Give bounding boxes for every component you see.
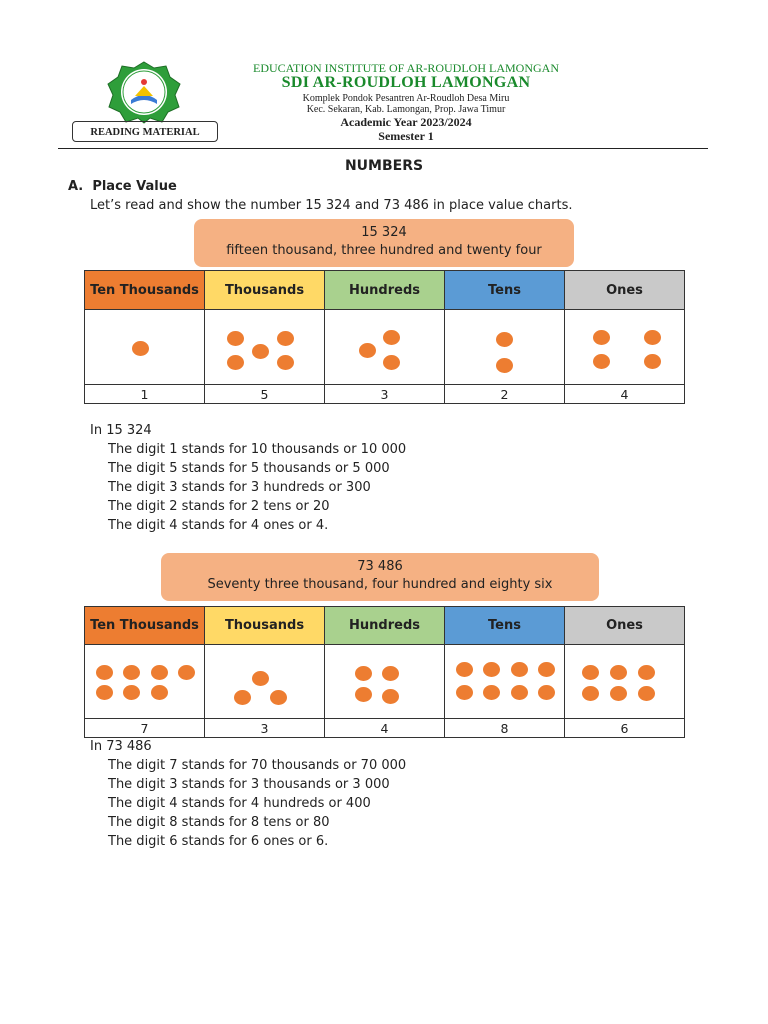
explanation-1 [90, 421, 406, 535]
counter-dot [638, 665, 655, 680]
section-heading [68, 179, 177, 194]
digit-cell: 8 [445, 719, 565, 738]
explanation-line: The digit 3 stands for 3 hundreds or 300 [108, 480, 371, 495]
counter-dot [123, 665, 140, 680]
explanation-line: The digit 4 stands for 4 ones or 4. [108, 518, 329, 533]
counter-dot [483, 662, 500, 677]
explanation-intro: In 15 324 [90, 423, 152, 438]
school-logo [104, 60, 184, 124]
explanation-line: The digit 1 stands for 10 thousands or 10 000 [108, 442, 407, 457]
page-title: NUMBERS [344, 158, 424, 174]
counter-dot [456, 685, 473, 700]
column-header-ones: Ones [565, 607, 685, 645]
place-value-chart-2 [84, 606, 685, 738]
number-box-1 [194, 219, 574, 267]
address-line-1: Komplek Pondok Pesantren Ar-Roudloh Desa Miru [302, 93, 510, 104]
counter-dot [382, 689, 399, 704]
explanation-line: The digit 8 stands for 8 tens or 80 [108, 815, 330, 830]
explanation-intro: In 73 486 [90, 739, 152, 754]
counter-dot [252, 344, 269, 359]
dots-cell [565, 645, 685, 719]
digit-cell: 4 [565, 385, 685, 404]
counter-dot [610, 686, 627, 701]
number-value: 15 324 [361, 225, 407, 240]
counter-dot [277, 331, 294, 346]
counter-dot [638, 686, 655, 701]
counter-dot [456, 662, 473, 677]
digit-cell: 2 [445, 385, 565, 404]
column-header-ones: Ones [565, 271, 685, 310]
counter-dot [227, 331, 244, 346]
dots-cell [85, 310, 205, 385]
counter-dot [610, 665, 627, 680]
semester: Semester 1 [378, 129, 434, 143]
dots-cell [325, 310, 445, 385]
counter-dot [383, 355, 400, 370]
counter-dot [483, 685, 500, 700]
explanation-line: The digit 5 stands for 5 thousands or 5 000 [108, 461, 390, 476]
section-title: Place Value [92, 179, 177, 194]
counter-dot [582, 686, 599, 701]
digit-cell: 3 [325, 385, 445, 404]
school-name: SDI AR-ROUDLOH LAMONGAN [281, 74, 531, 91]
dots-cell [445, 310, 565, 385]
explanation-line: The digit 4 stands for 4 hundreds or 400 [108, 796, 371, 811]
column-header-tens: Tens [445, 607, 565, 645]
digit-cell: 6 [565, 719, 685, 738]
reading-material-label: READING MATERIAL [72, 121, 218, 142]
number-value: 73 486 [357, 559, 403, 574]
counter-dot [151, 665, 168, 680]
dots-cell [85, 645, 205, 719]
explanation-line: The digit 6 stands for 6 ones or 6. [108, 834, 329, 849]
counter-dot [96, 665, 113, 680]
counter-dot [496, 358, 513, 373]
explanation-2 [90, 737, 406, 851]
column-header-thousands: Thousands [205, 271, 325, 310]
number-words: Seventy three thousand, four hundred and eighty six [207, 577, 553, 592]
counter-dot [644, 354, 661, 369]
dots-cell [205, 645, 325, 719]
digit-cell: 7 [85, 719, 205, 738]
digit-cell: 5 [205, 385, 325, 404]
dots-cell [565, 310, 685, 385]
section-letter: A. [68, 179, 84, 194]
counter-dot [496, 332, 513, 347]
counter-dot [123, 685, 140, 700]
counter-dot [270, 690, 287, 705]
column-header-ten-thousands: Ten Thousands [85, 271, 205, 310]
column-header-tens: Tens [445, 271, 565, 310]
number-words: fifteen thousand, three hundred and twenty four [226, 243, 542, 258]
counter-dot [277, 355, 294, 370]
institute-name: EDUCATION INSTITUTE OF AR-ROUDLOH LAMONGAN [253, 61, 559, 75]
counter-dot [359, 343, 376, 358]
counter-dot [511, 685, 528, 700]
counter-dot [234, 690, 251, 705]
dots-cell [445, 645, 565, 719]
academic-year: Academic Year 2023/2024 [340, 115, 472, 129]
place-value-chart-1 [84, 270, 685, 404]
header-divider [58, 148, 708, 149]
counter-dot [593, 354, 610, 369]
counter-dot [96, 685, 113, 700]
dots-cell [325, 645, 445, 719]
digit-cell: 1 [85, 385, 205, 404]
digit-cell: 4 [325, 719, 445, 738]
dots-cell [205, 310, 325, 385]
column-header-hundreds: Hundreds [325, 607, 445, 645]
column-header-thousands: Thousands [205, 607, 325, 645]
counter-dot [644, 330, 661, 345]
column-header-hundreds: Hundreds [325, 271, 445, 310]
counter-dot [178, 665, 195, 680]
counter-dot [538, 662, 555, 677]
counter-dot [383, 330, 400, 345]
digit-cell: 3 [205, 719, 325, 738]
counter-dot [382, 666, 399, 681]
counter-dot [593, 330, 610, 345]
explanation-line: The digit 7 stands for 70 thousands or 70 000 [108, 758, 407, 773]
counter-dot [582, 665, 599, 680]
address-line-2: Kec. Sekaran, Kab. Lamongan, Prop. Jawa Timur [306, 104, 506, 115]
counter-dot [538, 685, 555, 700]
counter-dot [355, 687, 372, 702]
counter-dot [132, 341, 149, 356]
counter-dot [511, 662, 528, 677]
counter-dot [252, 671, 269, 686]
explanation-line: The digit 3 stands for 3 thousands or 3 000 [108, 777, 390, 792]
explanation-line: The digit 2 stands for 2 tens or 20 [108, 499, 330, 514]
intro-text: Let’s read and show the number 15 324 and 73 486 in place value charts. [90, 198, 573, 213]
column-header-ten-thousands: Ten Thousands [85, 607, 205, 645]
counter-dot [151, 685, 168, 700]
counter-dot [355, 666, 372, 681]
number-box-2 [161, 553, 599, 601]
counter-dot [227, 355, 244, 370]
